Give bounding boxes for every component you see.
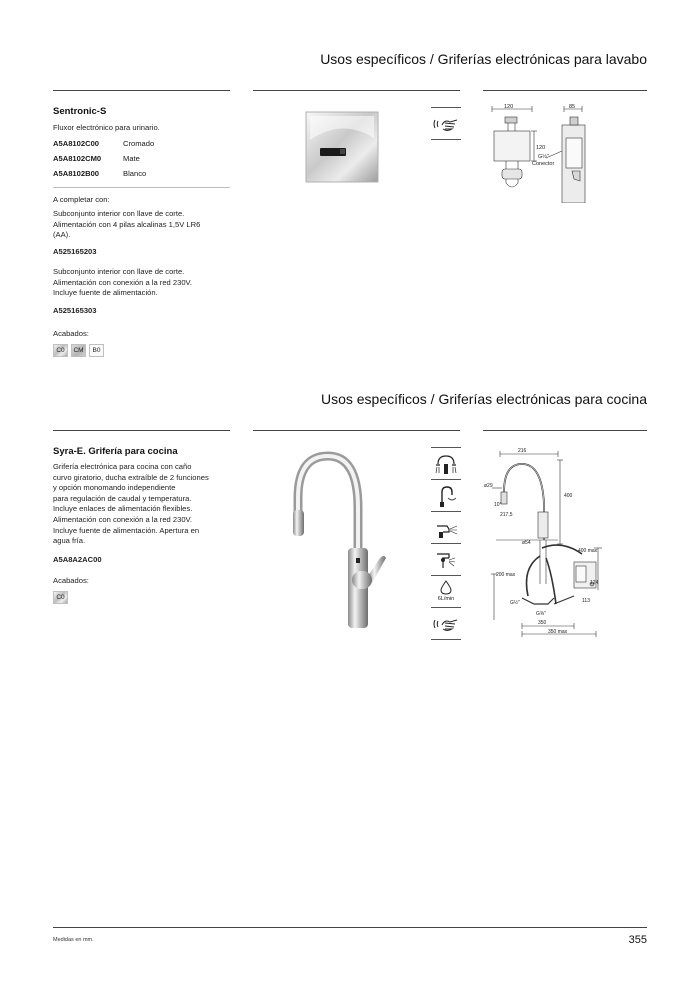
divider: [483, 430, 647, 431]
measurements-note: Medidas en mm.: [53, 937, 94, 943]
section-title-cocina: Usos específicos / Griferías electrónicas para cocina: [320, 391, 647, 407]
finish-swatch-white: B0: [89, 344, 104, 357]
text-line: Alimentación con 4 pilas alcalinas 1,5V LR6: [53, 219, 201, 229]
section-title-lavabo: Usos específicos / Griferías electrónicas para lavabo: [320, 51, 647, 67]
finishes-label: Acabados:: [53, 576, 89, 585]
dimension-label: ø29: [484, 483, 493, 489]
divider: [253, 90, 460, 91]
text-line: Incluye enlaces de alimentación flexibles.: [53, 504, 193, 514]
text-line: (AA).: [53, 230, 71, 240]
flow-rate-icon: [431, 576, 461, 607]
thread-label: G½": [510, 600, 520, 606]
flow-rate-label: 6L/min: [437, 596, 455, 602]
divider: [483, 90, 647, 91]
dimension-label: 10°: [494, 502, 502, 508]
reference-finish: Cromado: [123, 139, 155, 148]
product-name: Syra-E. Grifería para cocina: [53, 446, 178, 457]
text-line: para regulación de caudal y temperatura.: [53, 493, 192, 503]
swivel-spout-icon: [431, 480, 461, 511]
finish-swatch-chrome: C0: [53, 344, 68, 357]
reference-code: A5A8102B00: [53, 169, 100, 178]
divider: [53, 187, 230, 188]
sensor-hand-icon: [431, 608, 461, 639]
complement-description: [53, 267, 233, 299]
product-description: [53, 462, 233, 547]
complement-code: A525165303: [53, 306, 97, 315]
divider: [253, 430, 460, 431]
dimension-label: 113: [582, 598, 590, 604]
reference-row: [53, 154, 140, 163]
dimension-label: 124: [590, 580, 599, 586]
reference-row: [53, 139, 154, 148]
single-lever-mixer-icon: [431, 544, 461, 575]
complement-code: A525165203: [53, 247, 97, 256]
pull-out-shower-icon: [431, 512, 461, 543]
dimension-label: 350 max: [548, 629, 568, 635]
sensor-hand-icon: [431, 108, 461, 139]
text-line: Alimentación con conexión a la red 230V.: [53, 277, 193, 287]
finish-swatch-matte: CM: [71, 344, 86, 357]
product-description: Fluxor electrónico para urinario.: [53, 123, 160, 132]
reference-code: A5A8102CM0: [53, 154, 102, 163]
complement-description: [53, 209, 233, 241]
dimension-label: ø54: [522, 540, 531, 546]
dimension-label: 216: [518, 448, 527, 454]
sentronic-technical-drawing: [482, 103, 597, 203]
finish-swatch-chrome: C0: [53, 591, 68, 604]
complete-with-label: A completar con:: [53, 195, 110, 204]
icon-separator: [431, 639, 461, 640]
dimension-label: 120: [504, 104, 514, 110]
text-line: Incluye fuente de alimentación. Apertura en: [53, 525, 200, 535]
text-line: Incluye fuente de alimentación.: [53, 288, 158, 298]
syra-faucet-image: [280, 448, 400, 633]
dimension-label: 120: [536, 145, 546, 151]
reference-code: A5A8A2AC00: [53, 555, 102, 564]
dimension-label: 85: [569, 104, 576, 110]
connector-label: Conector: [532, 161, 555, 167]
text-line: Grifería electrónica para cocina con caño: [53, 462, 192, 471]
text-line: y opción monomando independiente: [53, 483, 176, 493]
dimension-label: 350: [538, 620, 547, 626]
divider: [53, 90, 230, 91]
dimension-label: 400: [564, 493, 573, 499]
thread-label: G⅜": [536, 611, 546, 617]
divider: [53, 430, 230, 431]
text-line: agua fría.: [53, 536, 86, 546]
icon-separator: [431, 139, 461, 140]
reference-code: A5A8102C00: [53, 139, 100, 148]
dimension-label: 217,5: [500, 512, 513, 518]
reference-row: [53, 169, 146, 178]
reference-finish: Mate: [123, 154, 140, 163]
text-line: Subconjunto interior con llave de corte.: [53, 209, 185, 218]
sentronic-product-image: [300, 108, 382, 184]
dimension-label: 200 max: [496, 572, 516, 578]
reference-finish: Blanco: [123, 169, 147, 178]
product-name: Sentronic-S: [53, 106, 107, 117]
dimension-label: 400 max: [578, 548, 598, 554]
thread-label: G½": [538, 154, 549, 160]
finishes-label: Acabados:: [53, 329, 89, 338]
text-line: curvo giratorio, ducha extraíble de 2 funciones: [53, 472, 209, 482]
text-line: Alimentación con conexión a la red 230V.: [53, 514, 193, 524]
text-line: Subconjunto interior con llave de corte.: [53, 267, 185, 276]
footer-divider: [53, 927, 647, 928]
page-number: 355: [628, 934, 647, 946]
spray-functions-icon: [431, 448, 461, 479]
syra-technical-drawing: [482, 444, 602, 640]
